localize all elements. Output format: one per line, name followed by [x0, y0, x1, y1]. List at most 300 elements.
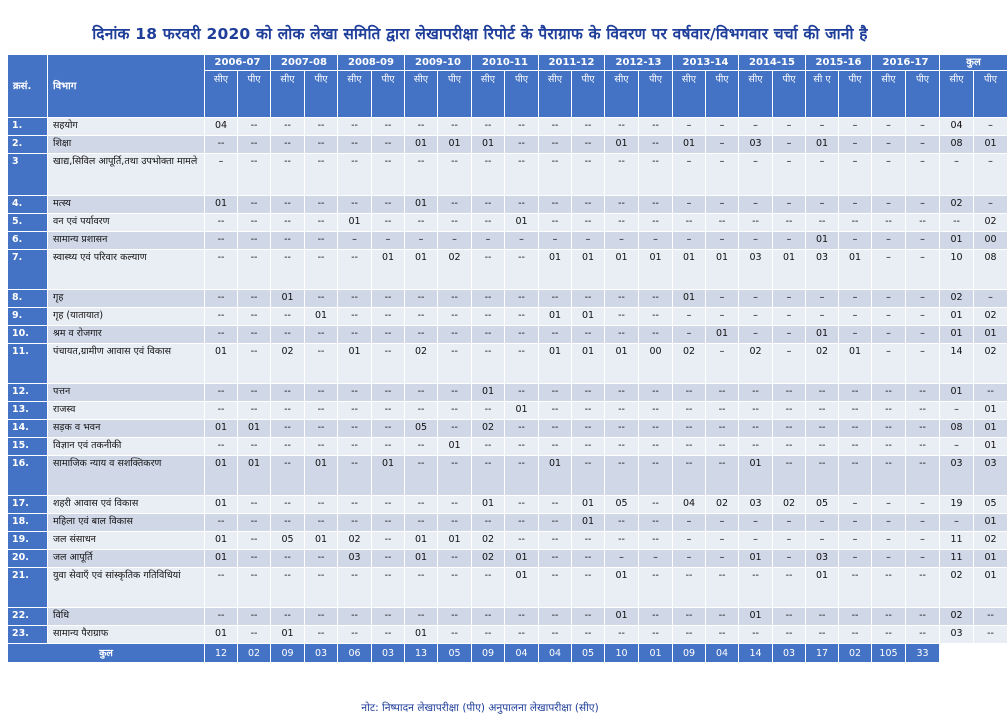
table-cell: -- [806, 626, 839, 644]
table-cell: -- [673, 420, 706, 438]
table-cell: -- [639, 384, 673, 402]
table-cell: 04 [673, 496, 706, 514]
table-cell: -- [539, 154, 572, 196]
table-cell: 02 [739, 344, 773, 384]
table-cell: – [673, 232, 706, 250]
table-cell: 01 [205, 420, 238, 438]
table-cell: – [872, 196, 906, 214]
row-number: 22. [8, 608, 48, 626]
year-header: 2016-17 [872, 55, 940, 71]
table-cell: -- [539, 532, 572, 550]
table-cell: -- [372, 420, 405, 438]
table-cell: – [872, 136, 906, 154]
row-number: 5. [8, 214, 48, 232]
table-cell: -- [405, 608, 438, 626]
table-cell: -- [372, 438, 405, 456]
table-cell: -- [673, 456, 706, 496]
department-name: सड़क व भवन [48, 420, 205, 438]
ca-header: सीए [539, 71, 572, 118]
table-cell: – [739, 154, 773, 196]
table-cell: -- [338, 196, 372, 214]
table-cell: 03 [338, 550, 372, 568]
ca-header: सीए [739, 71, 773, 118]
table-cell: -- [739, 438, 773, 456]
table-cell: -- [305, 214, 338, 232]
table-cell: – [940, 402, 974, 420]
total-cell: 09 [673, 644, 706, 663]
table-cell: 03 [974, 456, 1008, 496]
department-name: पंचायत,ग्रामीण आवास एवं विकास [48, 344, 205, 384]
table-cell: – [673, 514, 706, 532]
table-cell: -- [271, 402, 305, 420]
table-cell: 00 [639, 344, 673, 384]
table-cell: -- [338, 514, 372, 532]
row-number: 15. [8, 438, 48, 456]
table-cell: 01 [605, 608, 639, 626]
table-cell: -- [238, 384, 271, 402]
table-cell: -- [405, 214, 438, 232]
table-cell: -- [271, 196, 305, 214]
table-cell: -- [438, 290, 472, 308]
table-cell: -- [706, 214, 739, 232]
table-cell: -- [472, 250, 505, 290]
department-name: सामान्य पैराग्राफ [48, 626, 205, 644]
row-number: 19. [8, 532, 48, 550]
table-cell: – [773, 136, 806, 154]
table-cell: 02 [940, 290, 974, 308]
table-cell: -- [773, 568, 806, 608]
table-cell: -- [505, 344, 539, 384]
table-cell: – [605, 550, 639, 568]
table-cell: -- [906, 420, 940, 438]
table-cell: -- [238, 290, 271, 308]
table-cell: -- [539, 402, 572, 420]
table-cell: 01 [405, 550, 438, 568]
table-cell: – [872, 250, 906, 290]
table-cell: -- [438, 344, 472, 384]
table-cell: -- [338, 308, 372, 326]
table-cell: 01 [205, 496, 238, 514]
table-cell: -- [739, 402, 773, 420]
pa-header: पीए [372, 71, 405, 118]
table-cell: -- [472, 196, 505, 214]
table-cell: 01 [539, 308, 572, 326]
table-cell: -- [639, 196, 673, 214]
table-cell: -- [238, 496, 271, 514]
table-cell: -- [405, 496, 438, 514]
table-cell: -- [706, 568, 739, 608]
table-cell: 01 [839, 250, 872, 290]
table-cell: -- [572, 438, 605, 456]
table-cell: – [906, 496, 940, 514]
table-cell: 01 [539, 250, 572, 290]
table-cell: -- [639, 118, 673, 136]
total-cell: 105 [872, 644, 906, 663]
table-cell: -- [472, 290, 505, 308]
table-cell: 02 [974, 344, 1008, 384]
table-cell: -- [706, 402, 739, 420]
table-cell: 10 [940, 250, 974, 290]
table-cell: – [839, 308, 872, 326]
table-cell: -- [271, 568, 305, 608]
table-cell: – [839, 290, 872, 308]
table-cell: -- [271, 496, 305, 514]
table-cell: -- [372, 532, 405, 550]
table-cell: 01 [472, 136, 505, 154]
table-cell: -- [974, 626, 1008, 644]
table-cell: -- [305, 344, 338, 384]
table-cell: -- [305, 136, 338, 154]
table-cell: -- [305, 550, 338, 568]
table-cell: -- [706, 420, 739, 438]
department-name: सामान्य प्रशासन [48, 232, 205, 250]
table-cell: – [974, 196, 1008, 214]
department-name: महिला एवं बाल विकास [48, 514, 205, 532]
ca-header: सीए [673, 71, 706, 118]
table-cell: -- [372, 608, 405, 626]
table-cell: 05 [605, 496, 639, 514]
table-cell: -- [238, 118, 271, 136]
table-cell: – [773, 196, 806, 214]
table-cell: 08 [940, 136, 974, 154]
total-cell: 12 [205, 644, 238, 663]
table-cell: -- [539, 514, 572, 532]
table-cell: 02 [438, 250, 472, 290]
table-cell: -- [806, 438, 839, 456]
row-number: 17. [8, 496, 48, 514]
total-cell: 03 [305, 644, 338, 663]
table-cell: -- [205, 514, 238, 532]
table-cell: -- [505, 250, 539, 290]
table-cell: -- [305, 154, 338, 196]
table-cell: – [773, 154, 806, 196]
year-header: कुल [940, 55, 1008, 71]
table-cell: -- [773, 438, 806, 456]
table-cell: 01 [438, 532, 472, 550]
table-cell: 01 [205, 456, 238, 496]
table-cell: -- [372, 550, 405, 568]
table-cell: -- [338, 118, 372, 136]
table-cell: – [773, 118, 806, 136]
table-cell: -- [539, 608, 572, 626]
table-cell: -- [739, 384, 773, 402]
table-cell: 02 [472, 550, 505, 568]
table-cell: 02 [974, 308, 1008, 326]
table-cell: -- [539, 626, 572, 644]
table-row [8, 496, 1008, 514]
row-number: 18. [8, 514, 48, 532]
table-cell: 01 [305, 456, 338, 496]
row-number: 3 [8, 154, 48, 196]
total-cell: 02 [839, 644, 872, 663]
table-cell: -- [605, 308, 639, 326]
table-cell: 01 [505, 550, 539, 568]
table-cell: -- [739, 214, 773, 232]
table-cell: 01 [205, 196, 238, 214]
table-cell: – [806, 196, 839, 214]
department-name: युवा सेवाएँ एवं सांस्कृतिक गतिविधियां [48, 568, 205, 608]
table-cell: -- [438, 384, 472, 402]
table-cell: -- [438, 608, 472, 626]
table-cell: -- [539, 384, 572, 402]
table-cell: -- [238, 514, 271, 532]
table-cell: -- [205, 308, 238, 326]
row-number: 4. [8, 196, 48, 214]
table-row [8, 420, 1008, 438]
table-row [8, 456, 1008, 496]
table-cell: – [572, 232, 605, 250]
table-cell: -- [238, 214, 271, 232]
table-cell: -- [974, 608, 1008, 626]
table-cell: 01 [673, 290, 706, 308]
table-cell: -- [773, 384, 806, 402]
table-cell: -- [472, 402, 505, 420]
table-cell: -- [872, 438, 906, 456]
row-number: 12. [8, 384, 48, 402]
table-cell: 02 [974, 214, 1008, 232]
table-cell: – [872, 514, 906, 532]
table-cell: -- [706, 384, 739, 402]
table-cell: 08 [940, 420, 974, 438]
table-cell: -- [271, 118, 305, 136]
table-cell: 01 [472, 496, 505, 514]
table-cell: -- [572, 568, 605, 608]
table-cell: -- [639, 154, 673, 196]
header-row-years [8, 55, 1008, 71]
table-cell: -- [539, 214, 572, 232]
table-cell: -- [639, 456, 673, 496]
table-cell: 01 [271, 626, 305, 644]
table-cell: -- [205, 438, 238, 456]
table-cell: -- [472, 456, 505, 496]
table-cell: – [839, 550, 872, 568]
table-cell: -- [472, 514, 505, 532]
table-cell: -- [472, 154, 505, 196]
department-name: मत्स्य [48, 196, 205, 214]
total-cell: 09 [472, 644, 505, 663]
row-number: 7. [8, 250, 48, 290]
total-cell: 06 [338, 644, 372, 663]
table-cell: 02 [271, 344, 305, 384]
table-cell: -- [438, 420, 472, 438]
row-number: 1. [8, 118, 48, 136]
row-number: 11. [8, 344, 48, 384]
table-cell: -- [906, 438, 940, 456]
table-cell: 01 [205, 550, 238, 568]
table-cell: – [372, 232, 405, 250]
table-cell: 02 [472, 532, 505, 550]
table-cell: 03 [739, 136, 773, 154]
table-cell: -- [639, 568, 673, 608]
table-cell: -- [839, 438, 872, 456]
table-cell: -- [706, 626, 739, 644]
table-cell: -- [639, 608, 673, 626]
department-name: श्रम व रोजगार [48, 326, 205, 344]
table-cell: – [739, 290, 773, 308]
table-cell: 01 [940, 326, 974, 344]
table-cell: -- [539, 438, 572, 456]
table-cell: -- [372, 308, 405, 326]
row-number: 21. [8, 568, 48, 608]
table-cell: -- [673, 438, 706, 456]
table-cell: – [773, 308, 806, 326]
table-cell: -- [405, 118, 438, 136]
table-cell: 05 [806, 496, 839, 514]
year-header: 2013-14 [673, 55, 739, 71]
table-cell: 02 [940, 608, 974, 626]
table-cell: -- [305, 326, 338, 344]
table-cell: 01 [405, 196, 438, 214]
table-cell: -- [438, 514, 472, 532]
table-cell: 05 [405, 420, 438, 438]
table-cell: -- [305, 438, 338, 456]
table-cell: -- [706, 456, 739, 496]
table-cell: 01 [773, 250, 806, 290]
table-cell: 01 [639, 250, 673, 290]
table-cell: -- [238, 250, 271, 290]
table-cell: -- [271, 608, 305, 626]
table-cell: -- [505, 290, 539, 308]
pa-header: पीए [639, 71, 673, 118]
table-cell: – [673, 118, 706, 136]
table-cell: – [839, 136, 872, 154]
table-cell: 01 [974, 514, 1008, 532]
department-name: सामाजिक न्याय व सशक्तिकरण [48, 456, 205, 496]
table-cell: -- [405, 514, 438, 532]
table-cell: 08 [974, 250, 1008, 290]
table-cell: -- [974, 384, 1008, 402]
total-cell: 10 [605, 644, 639, 663]
table-cell: – [205, 154, 238, 196]
pa-header: पीए [773, 71, 806, 118]
table-cell: – [739, 514, 773, 532]
table-cell: 19 [940, 496, 974, 514]
table-cell: – [773, 532, 806, 550]
total-cell: 02 [238, 644, 271, 663]
table-cell: – [505, 232, 539, 250]
table-cell: 01 [806, 326, 839, 344]
table-cell: 02 [940, 568, 974, 608]
table-cell: -- [739, 568, 773, 608]
table-cell: – [639, 550, 673, 568]
total-cell: 14 [739, 644, 773, 663]
table-cell: -- [238, 438, 271, 456]
table-cell: 01 [974, 402, 1008, 420]
table-cell: -- [372, 496, 405, 514]
table-row [8, 154, 1008, 196]
table-cell: -- [572, 118, 605, 136]
table-cell: 01 [974, 326, 1008, 344]
department-name: गृह (यातायात) [48, 308, 205, 326]
table-cell: -- [338, 438, 372, 456]
table-cell: -- [405, 154, 438, 196]
table-cell: -- [505, 308, 539, 326]
table-cell: -- [305, 496, 338, 514]
total-cell: 03 [372, 644, 405, 663]
ca-header: सीए [405, 71, 438, 118]
table-cell: – [673, 326, 706, 344]
table-cell: 05 [974, 496, 1008, 514]
table-cell: 01 [372, 250, 405, 290]
table-cell: 01 [974, 568, 1008, 608]
year-header: 2008-09 [338, 55, 405, 71]
table-cell: -- [405, 326, 438, 344]
table-cell: 01 [405, 626, 438, 644]
table-row [8, 232, 1008, 250]
department-name: राजस्व [48, 402, 205, 420]
table-cell: -- [405, 384, 438, 402]
table-cell: 02 [773, 496, 806, 514]
table-cell: -- [539, 550, 572, 568]
table-cell: -- [438, 402, 472, 420]
table-cell: – [940, 154, 974, 196]
table-cell: 01 [238, 456, 271, 496]
table-row [8, 532, 1008, 550]
table-cell: 14 [940, 344, 974, 384]
row-number: 6. [8, 232, 48, 250]
table-cell: -- [305, 384, 338, 402]
table-row [8, 250, 1008, 290]
table-cell: -- [639, 626, 673, 644]
total-row [8, 644, 1008, 663]
table-cell: 03 [806, 550, 839, 568]
total-cell: 33 [906, 644, 940, 663]
table-cell: – [773, 326, 806, 344]
table-cell: – [438, 232, 472, 250]
table-cell: -- [806, 420, 839, 438]
total-cell: 04 [706, 644, 739, 663]
table-cell: 01 [706, 326, 739, 344]
table-cell: 01 [539, 344, 572, 384]
table-cell: -- [372, 196, 405, 214]
table-cell: – [974, 290, 1008, 308]
row-number: 16. [8, 456, 48, 496]
table-cell: -- [338, 384, 372, 402]
row-number: 14. [8, 420, 48, 438]
table-cell: – [906, 344, 940, 384]
table-cell: -- [372, 626, 405, 644]
pa-header: पीए [906, 71, 940, 118]
table-row [8, 402, 1008, 420]
table-cell: -- [205, 290, 238, 308]
year-header: 2015-16 [806, 55, 872, 71]
table-cell: -- [372, 118, 405, 136]
table-row [8, 196, 1008, 214]
total-cell: 04 [539, 644, 572, 663]
table-cell: – [605, 232, 639, 250]
department-name: स्वास्थ्य एवं परिवार कल्याण [48, 250, 205, 290]
table-cell: -- [572, 154, 605, 196]
table-cell: 01 [305, 308, 338, 326]
table-cell: -- [739, 420, 773, 438]
table-cell: -- [505, 154, 539, 196]
table-cell: -- [238, 626, 271, 644]
row-number: 8. [8, 290, 48, 308]
table-cell: -- [238, 568, 271, 608]
table-cell: 02 [940, 196, 974, 214]
table-cell: -- [839, 420, 872, 438]
pa-header: पीए [305, 71, 338, 118]
table-cell: -- [238, 232, 271, 250]
table-cell: -- [505, 496, 539, 514]
table-cell: 01 [205, 626, 238, 644]
table-cell: -- [639, 420, 673, 438]
table-cell: -- [572, 532, 605, 550]
table-cell: – [706, 118, 739, 136]
table-cell: -- [839, 214, 872, 232]
table-cell: -- [372, 514, 405, 532]
table-cell: – [673, 154, 706, 196]
